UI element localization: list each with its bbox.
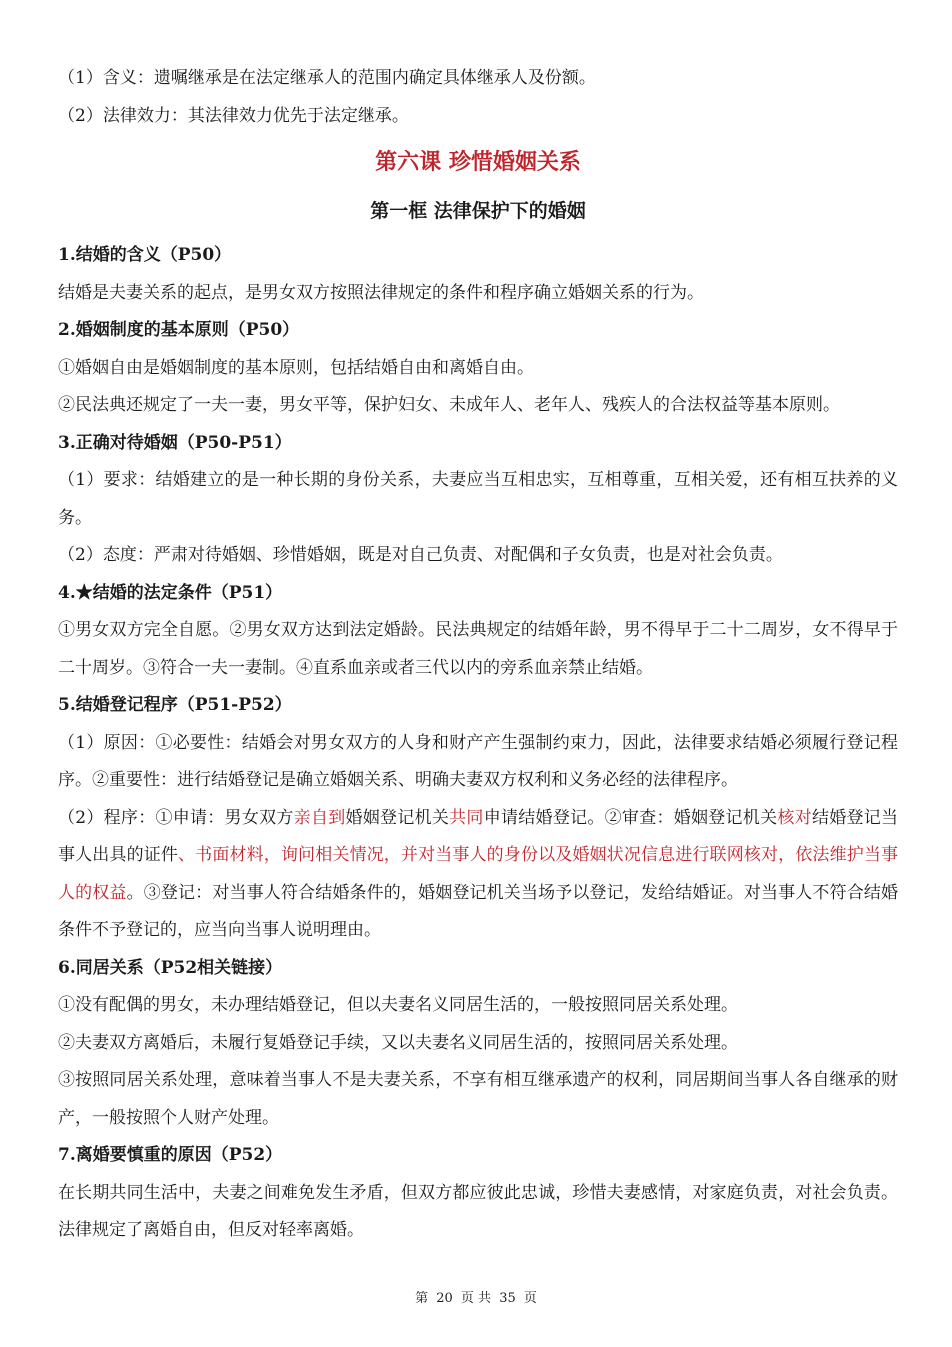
highlight-text: 亲自到 (293, 807, 346, 828)
highlight-text: 、书面材料，询问相关情况，并对当事人的身份以及婚姻状况信息进行联网核对，依法维护当事人的权益 (58, 845, 899, 903)
paragraph: （1）要求：结婚建立的是一种长期的身份关系，夫妻应当互相忠实，互相尊重，互相关爱，还有相互扶养的义务。 (58, 470, 898, 528)
text-run: 结婚登记当事人出具的证件 (58, 807, 899, 865)
paragraph: （1）含义：遗嘱继承是在法定继承人的范围内确定具体继承人及份额。 (58, 68, 596, 88)
text-run: 申请结婚登记。②审查：婚姻登记机关 (483, 807, 778, 828)
page-total: 35 (499, 1291, 516, 1306)
page-footer (0, 1287, 952, 1306)
paragraph: ①男女双方完全自愿。②男女双方达到法定婚龄。民法典规定的结婚年龄，男不得早于二十二周岁，女不得早于二十周岁。③符合一夫一妻制。④直系血亲或者三代以内的旁系血亲禁止结婚。 (58, 620, 898, 678)
paragraph-procedure (58, 800, 898, 950)
paragraph: ②夫妻双方离婚后，未履行复婚登记手续，又以夫妻名义同居生活的，按照同居关系处理。 (58, 1032, 738, 1053)
section-heading: 7.离婚要慎重的原因（P52） (58, 1145, 283, 1165)
footer-mid: 页 共 (460, 1291, 492, 1306)
text-run: 。③登记：对当事人符合结婚条件的，婚姻登记机关当场予以登记，发给结婚证。对当事人不符合结婚条件不予登记的，应当向当事人说明理由。 (58, 882, 899, 940)
highlight-text: 核对 (777, 807, 812, 828)
paragraph: 结婚是夫妻关系的起点，是男女双方按照法律规定的条件和程序确立婚姻关系的行为。 (58, 282, 704, 303)
paragraph: ②民法典还规定了一夫一妻，男女平等，保护妇女、未成年人、老年人、残疾人的合法权益等基本原则。 (58, 395, 840, 415)
paragraph: ①没有配偶的男女，未办理结婚登记，但以夫妻名义同居生活的，一般按照同居关系处理。 (58, 995, 738, 1015)
paragraph: （2）法律效力：其法律效力优先于法定继承。 (58, 105, 409, 126)
frame-title: 第一框 法律保护下的婚姻 (370, 200, 586, 222)
footer-prefix: 第 (415, 1291, 429, 1306)
paragraph: ①婚姻自由是婚姻制度的基本原则，包括结婚自由和离婚自由。 (58, 357, 534, 378)
section-heading: 5.结婚登记程序（P51-P52） (58, 695, 292, 715)
page-content (58, 60, 898, 1250)
section-heading: 3.正确对待婚姻（P50-P51） (58, 432, 292, 453)
paragraph: ③按照同居关系处理，意味着当事人不是夫妻关系，不享有相互继承遗产的权利，同居期间当事人各自继承的财产，一般按照个人财产处理。 (58, 1070, 898, 1128)
section-heading: 1.结婚的含义（P50） (58, 245, 232, 265)
paragraph: （1）原因：①必要性：结婚会对男女双方的人身和财产产生强制约束力，因此，法律要求结婚必须履行登记程序。②重要性：进行结婚登记是确立婚姻关系、明确夫妻双方权利和义务必经的法律程序。 (58, 732, 898, 790)
highlight-text: 共同 (449, 807, 484, 828)
paragraph: 在长期共同生活中，夫妻之间难免发生矛盾，但双方都应彼此忠诚，珍惜夫妻感情，对家庭负责，对社会负责。法律规定了离婚自由，但反对轻率离婚。 (58, 1182, 898, 1240)
text-run: （2）程序：①申请：男女双方 (58, 807, 294, 828)
text-run: 婚姻登记机关 (345, 807, 450, 828)
section-heading: 2.婚姻制度的基本原则（P50） (58, 320, 300, 340)
section-heading: 4.★结婚的法定条件（P51） (58, 582, 283, 603)
lesson-title: 第六课 珍惜婚姻关系 (375, 149, 581, 175)
paragraph: （2）态度：严肃对待婚姻、珍惜婚姻，既是对自己负责、对配偶和子女负责，也是对社会负责。 (58, 545, 783, 565)
section-heading: 6.同居关系（P52相关链接） (58, 957, 283, 978)
page-number: 20 (436, 1291, 453, 1306)
footer-suffix: 页 (523, 1291, 537, 1306)
